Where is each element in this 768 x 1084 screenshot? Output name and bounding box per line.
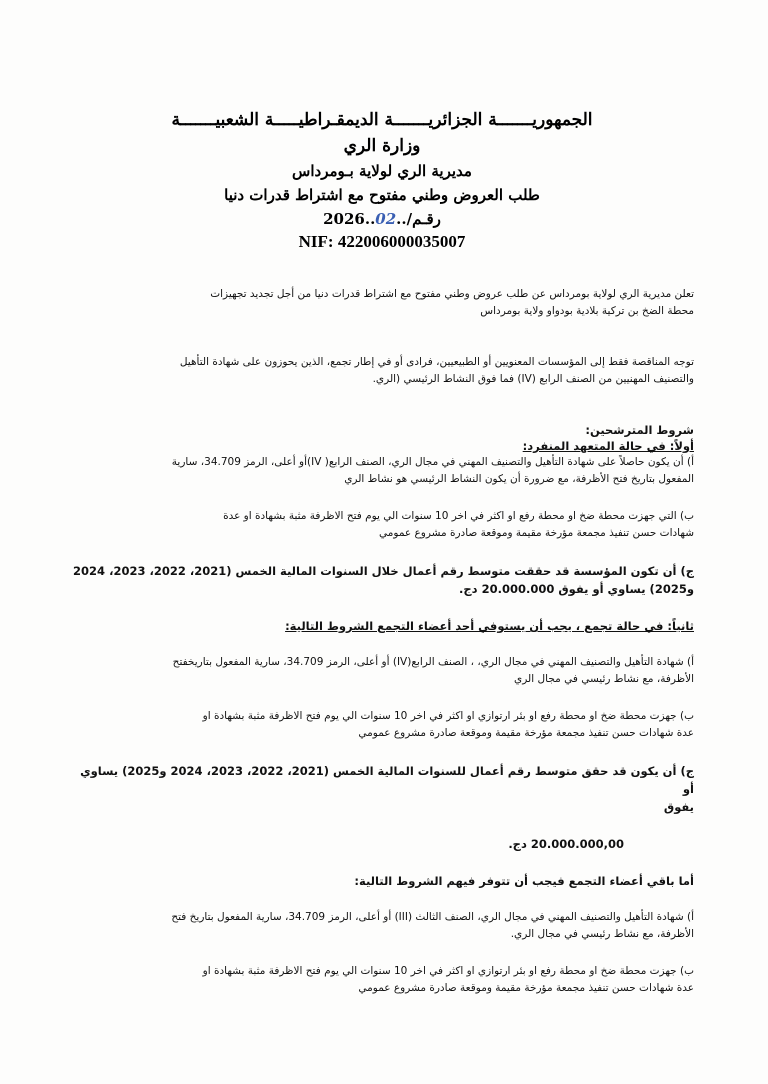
group-b-line-2: عدة شهادات حسن تنفيذ مجمعة مؤرخة مقيمة وموقعة صادرة مشروع عمومي: [358, 727, 694, 739]
group-c-line-1: ج) أن يكون قد حقق متوسط رقم أعمال للسنوات المالية الخمس (2021، 2022، 2023، 2024 و2025) يساوي أو: [80, 764, 694, 796]
single-bidder-title: أولاً: في حالة المتعهد المنفرد:: [522, 439, 694, 453]
intro-line-2: محطة الضخ بن تركية بلادية بودواو ولاية بومرداس: [480, 305, 694, 317]
tender-number: [70, 210, 694, 228]
tender-number-suffix: ..2026: [323, 210, 376, 228]
group-b-line-1: ب) جهزت محطة ضخ او محطة رفع او بئر ارتوازي او اكثر في اخر 10 سنوات الي يوم فتح الاظرفة مثبة بشهادة او: [202, 710, 694, 722]
group-title: ثانياً: في حالة تجمع ، يجب أن يستوفي أحد أعضاء التجمع الشروط التالية:: [285, 619, 694, 633]
tender-number-handwritten: 02: [375, 210, 397, 228]
republic-title: الجمهوريـــــــة الجزائريـــــــة الديمقـراطيـــــة الشعبيـــــــة: [171, 110, 593, 130]
single-c-line-1: ج) أن تكون المؤسسة قد حققت متوسط رقم أعمال خلال السنوات المالية الخمس (2021، 2022، 2023، 2024: [73, 564, 694, 578]
group-a-line-2: الأظرفة، مع نشاط رئيسي في مجال الري: [514, 673, 694, 685]
single-b-line-1: ب) التي جهزت محطة ضخ او محطة رفع او اكثر في اخر 10 سنوات الي يوم فتح الاظرفة مثبة بشهادة او عدة: [223, 510, 694, 522]
directorate-title: مديرية الري لولاية بـومرداس: [292, 162, 472, 180]
eligibility-line-2: والتصنيف المهنيين من الصنف الرابع (IV) فما فوق النشاط الرئيسي (الري.: [372, 373, 694, 385]
group-c-line-2: يفوق: [663, 800, 694, 814]
others-b-line-1: ب) جهزت محطة ضخ او محطة رفع او بئر ارتوازي او اكثر في اخر 10 سنوات الي يوم فتح الاظرفة مثبة بشهادة او: [202, 965, 694, 977]
single-a-line-2: المفعول بتاريخ فتح الأظرفة، مع ضرورة أن يكون النشاط الرئيسي هو نشاط الري: [344, 473, 694, 485]
others-a-line-2: الأظرفة، مع نشاط رئيسي في مجال الري.: [510, 928, 694, 940]
group-a-line-1: أ) شهادة التأهيل والتصنيف المهني في مجال الري، ، الصنف الرابع(IV) أو أعلى، الرمز 34.709، سارية المفعول بتاريخفتح: [172, 656, 694, 668]
group-amount: 20.000.000,00 دج.: [508, 837, 624, 851]
ministry-title: وزارة الري: [343, 136, 421, 156]
single-a-line-1: أ) أن يكون حاصلاً على شهادة التأهيل والتصنيف المهني في مجال الري، الصنف الرابع( IV)أو أعلى، الرمز 34.709، سارية: [171, 456, 694, 468]
single-b-line-2: شهادات حسن تنفيذ مجمعة مؤرخة مقيمة وموقعة صادرة مشروع عمومي: [379, 527, 694, 539]
tender-title: طلب العروض وطني مفتوح مع اشتراط قدرات دنيا: [224, 186, 540, 204]
tender-number-prefix: رقـم/..: [396, 210, 441, 228]
others-b-line-2: عدة شهادات حسن تنفيذ مجمعة مؤرخة مقيمة وموقعة صادرة مشروع عمومي: [358, 982, 694, 994]
intro-line-1: تعلن مديرية الري لولاية بومرداس عن طلب عروض وطني مفتوح مع اشتراط قدرات دنيا من أجل تجديد تجهيزات: [210, 288, 694, 300]
conditions-title: شروط المترشحين:: [585, 423, 694, 437]
eligibility-line-1: توجه المناقصة فقط إلى المؤسسات المعنويين أو الطبيعيين، فرادى أو في إطار تجمع، الذين يحوزون على شهادة التأهيل: [179, 356, 694, 368]
nif-number: NIF: 422006000035007: [298, 232, 466, 251]
others-title: أما باقي أعضاء التجمع فيجب أن تتوفر فيهم الشروط التالية:: [354, 874, 694, 888]
single-c-line-2: و2025) يساوي أو يفوق 20.000.000 دج.: [459, 582, 694, 596]
document-body: [70, 110, 694, 997]
others-a-line-1: أ) شهادة التأهيل والتصنيف المهني في مجال الري، الصنف الثالث (III) أو أعلى، الرمز 34.709، سارية المفعول بتاريخ فتح: [171, 911, 694, 923]
